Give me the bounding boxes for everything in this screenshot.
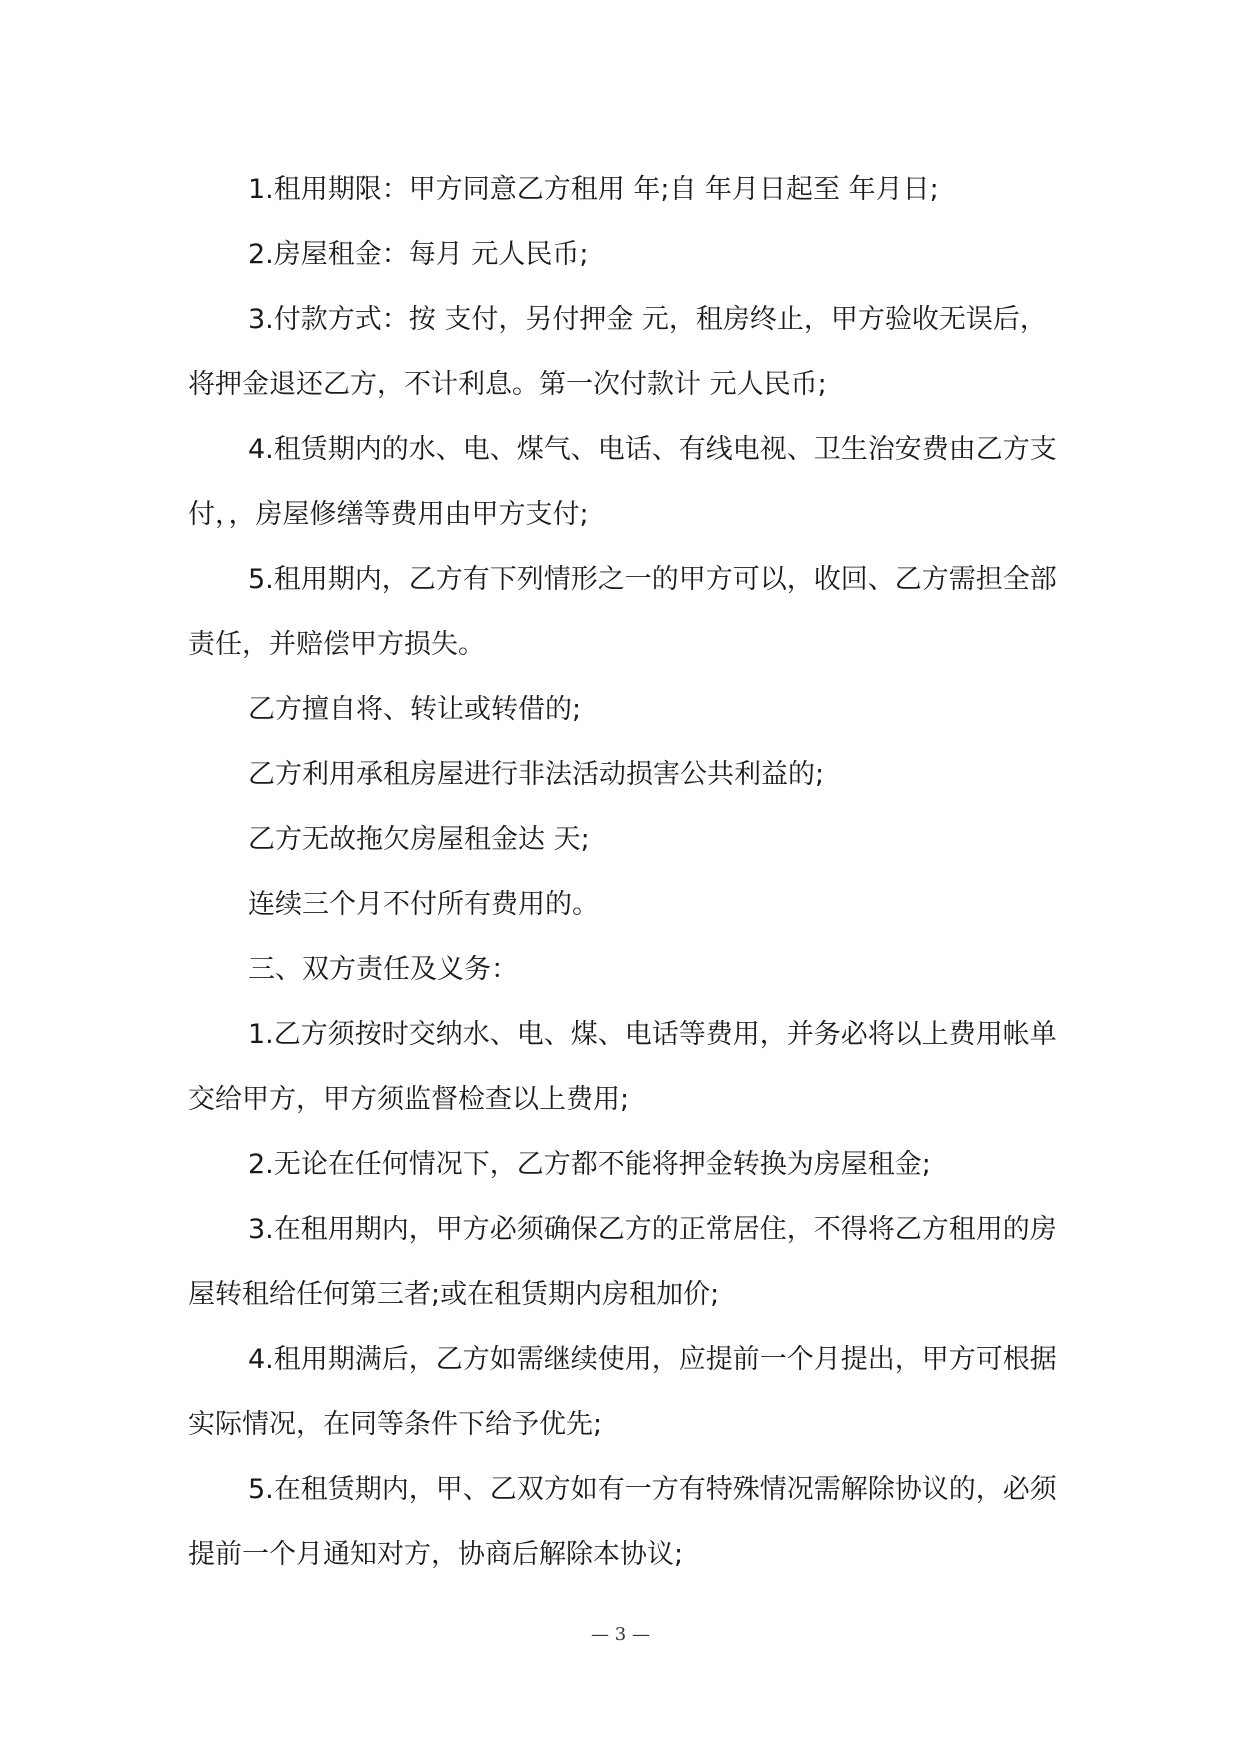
page-number: — 3 — [591,1624,650,1645]
paragraph: 5.在租赁期内，甲、乙双方如有一方有特殊情况需解除协议的，必须提前一个月通知对方，协商后解除本协议; [188,1474,1057,1570]
paragraph: 乙方利用承租房屋进行非法活动损害公共利益的; [248,759,825,790]
paragraph: 4.租赁期内的水、电、煤气、电话、有线电视、卫生治安费由乙方支付，，房屋修缮等费用由甲方支付; [188,434,1057,530]
paragraph: 2.房屋租金：每月 元人民币; [248,239,589,270]
section-heading: 三、双方责任及义务： [248,954,518,985]
paragraph: 1.乙方须按时交纳水、电、煤、电话等费用，并务必将以上费用帐单交给甲方，甲方须监督检查以上费用; [188,1019,1057,1115]
paragraph: 1.租用期限：甲方同意乙方租用 年;自 年月日起至 年月日; [248,174,939,205]
paragraph: 乙方擅自将、转让或转借的; [248,694,582,725]
paragraph: 乙方无故拖欠房屋租金达 天; [248,824,590,855]
paragraph: 3.在租用期内，甲方必须确保乙方的正常居住，不得将乙方租用的房屋转租给任何第三者;或在租赁期内房租加价; [188,1214,1057,1310]
paragraph: 4.租用期满后，乙方如需继续使用，应提前一个月提出，甲方可根据实际情况，在同等条件下给予优先; [188,1344,1057,1440]
paragraph: 2.无论在任何情况下，乙方都不能将押金转换为房屋租金; [248,1149,931,1180]
paragraph: 3.付款方式：按 支付，另付押金 元，租房终止，甲方验收无误后，将押金退还乙方，不计利息。第一次付款计 元人民币; [188,304,1047,400]
document-body [188,157,1058,1587]
paragraph: 连续三个月不付所有费用的。 [248,889,599,920]
paragraph: 5.租用期内，乙方有下列情形之一的甲方可以，收回、乙方需担全部责任，并赔偿甲方损失。 [188,564,1057,660]
